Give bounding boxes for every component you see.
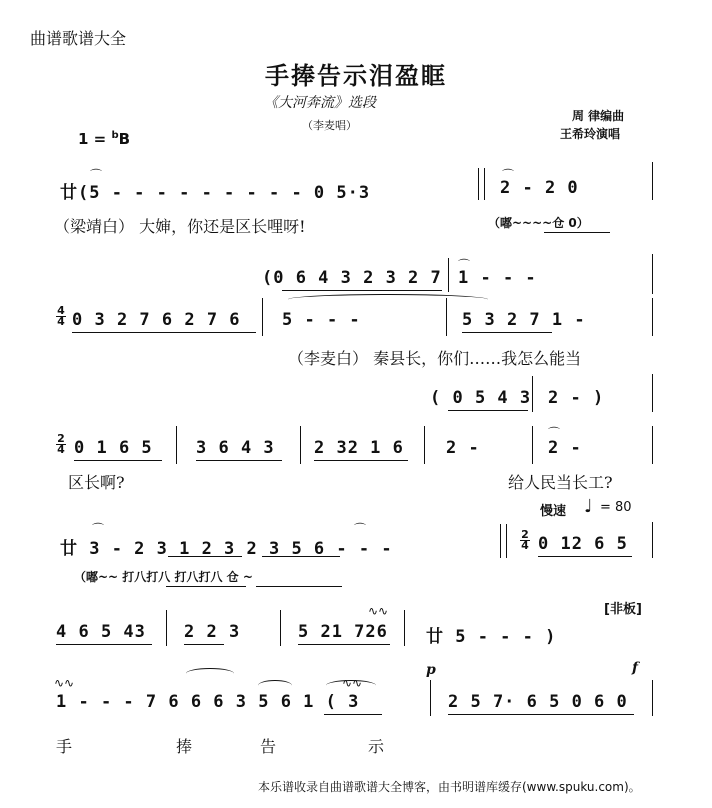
tie-arc (186, 668, 234, 679)
time-signature: 4 4 (57, 304, 65, 328)
dynamic-forte: f (632, 660, 639, 676)
fermata-icon: ⌒ (548, 426, 561, 440)
barline (652, 522, 653, 558)
source-footer: 本乐谱收录自曲谱歌谱大全博客，由书明谱库缓存(www.spuku.com)。 (258, 780, 641, 794)
underline (544, 232, 610, 233)
line4-notes-2: 0 12 6 5 (538, 534, 628, 554)
line3-upper-notes: ( 0 5 4 3 (430, 388, 532, 408)
barline (430, 680, 431, 716)
singer-note: （李麦唱） (302, 119, 357, 132)
barline (532, 376, 533, 412)
line3-lyric-2: 给人民当长工? (508, 473, 613, 492)
direction-label: [非板] (604, 602, 642, 617)
line3-upper-notes-2: 2 - ) (548, 388, 605, 408)
barline (652, 254, 653, 294)
barline (280, 610, 281, 646)
underline (262, 556, 340, 557)
fermata-icon: ⌒ (92, 522, 105, 536)
trill-icon: ∿∿ (342, 676, 363, 690)
tie-arc (288, 294, 488, 305)
underline (538, 556, 632, 557)
lyric-char: 示 (368, 737, 385, 756)
composer-credit: 周 律编曲 (572, 109, 625, 123)
underline (324, 714, 382, 715)
lyric-char: 捧 (176, 737, 193, 756)
line2-upper-notes: (0 6 4 3 2 3 2 7 (262, 268, 442, 288)
lyric-char: 告 (260, 737, 277, 756)
underline (314, 460, 408, 461)
tempo-value: = 80 (600, 500, 632, 515)
underline (282, 290, 442, 291)
line6-notes: 1 - - - 7 6 6 6 3 5 6 1 ( 3 (56, 692, 360, 712)
lyric-char: 手 (56, 737, 73, 756)
barline (404, 610, 405, 646)
line5-notes-2: 2 2 3 (184, 622, 241, 642)
line1-notes-2: 2 - 2 0 (500, 178, 579, 198)
line5-notes: 4 6 5 43 (56, 622, 146, 642)
underline (72, 332, 256, 333)
tempo-label: 慢速 (540, 504, 567, 519)
line3-notes: 0 1 6 5 (74, 438, 153, 458)
underline (298, 644, 390, 645)
key-signature: 1 = $^b$B (78, 130, 131, 148)
trill-icon: ∿∿ (368, 604, 389, 618)
barline (500, 524, 501, 558)
barline (652, 374, 653, 412)
line3-notes-2: 3 6 4 3 (196, 438, 275, 458)
line3-notes-5: 2 - (548, 438, 582, 458)
line1-dialog-2: （嘟~~~~仓 0） (488, 216, 589, 230)
line1-notes: 廿(5 - - - - - - - - - 0 5·3 (60, 183, 371, 203)
time-signature: 2 4 (521, 528, 529, 552)
line2-notes: 0 3 2 7 6 2 7 6 (72, 310, 241, 330)
barline (532, 426, 533, 464)
underline (184, 644, 224, 645)
line5-notes-4: 廿 5 - - - ) (426, 627, 557, 647)
underline (256, 586, 342, 587)
underline (74, 460, 162, 461)
underline (166, 586, 246, 587)
barline (446, 298, 447, 336)
line3-notes-3: 2 32 1 6 (314, 438, 404, 458)
time-signature: 2 4 (57, 432, 65, 456)
barline (448, 258, 449, 292)
quarter-note-icon: ♩ (584, 496, 593, 517)
fermata-icon: ⌒ (90, 168, 103, 182)
barline (652, 680, 653, 716)
line2-notes-3: 5 3 2 7 1 - (462, 310, 586, 330)
barline (484, 168, 485, 200)
song-title: 手捧告示泪盈眶 (265, 61, 447, 90)
underline (196, 460, 282, 461)
line2-notes-2: 5 - - - (282, 310, 361, 330)
line4-notes: 廿 3 - 2 3 1 2 3 2 3 5 6 - - - (60, 539, 393, 559)
fermata-icon: ⌒ (458, 258, 471, 272)
barline (652, 426, 653, 464)
underline (448, 714, 634, 715)
barline (652, 298, 653, 336)
line2-dialog: （李麦白） 秦县长，你们……我怎么能当 (288, 349, 582, 368)
underline (462, 332, 552, 333)
line2-upper-notes-2: 1 - - - (458, 268, 537, 288)
underline (448, 410, 528, 411)
barline (262, 298, 263, 336)
fermata-icon: ⌒ (354, 522, 367, 536)
tie-arc (258, 680, 292, 691)
barline (300, 426, 301, 464)
line6-notes-2: 2 5 7· 6 5 0 6 0 (448, 692, 628, 712)
tie-arc (326, 680, 376, 691)
barline (652, 162, 653, 200)
underline (56, 644, 152, 645)
barline (176, 426, 177, 464)
barline (506, 524, 507, 558)
performer-credit: 王希玲演唱 (560, 127, 621, 141)
line3-lyric: 区长啊? (68, 473, 125, 492)
barline (166, 610, 167, 646)
trill-icon: ∿∿ (54, 676, 75, 690)
fermata-icon: ⌒ (502, 168, 515, 182)
site-name: 曲谱歌谱大全 (30, 29, 127, 48)
line3-notes-4: 2 - (446, 438, 480, 458)
line5-notes-3: 5 21 726 (298, 622, 388, 642)
barline (424, 426, 425, 464)
song-subtitle: 《大河奔流》选段 (264, 95, 376, 111)
dynamic-piano: p (426, 662, 436, 678)
line1-dialog: （梁靖白） 大婶，你还是区长哩呀! (54, 217, 306, 236)
barline (478, 168, 479, 200)
line4-percussion: （嘟~~ 打八打八 打八打八 仓 ~ (74, 570, 253, 584)
underline (168, 556, 242, 557)
